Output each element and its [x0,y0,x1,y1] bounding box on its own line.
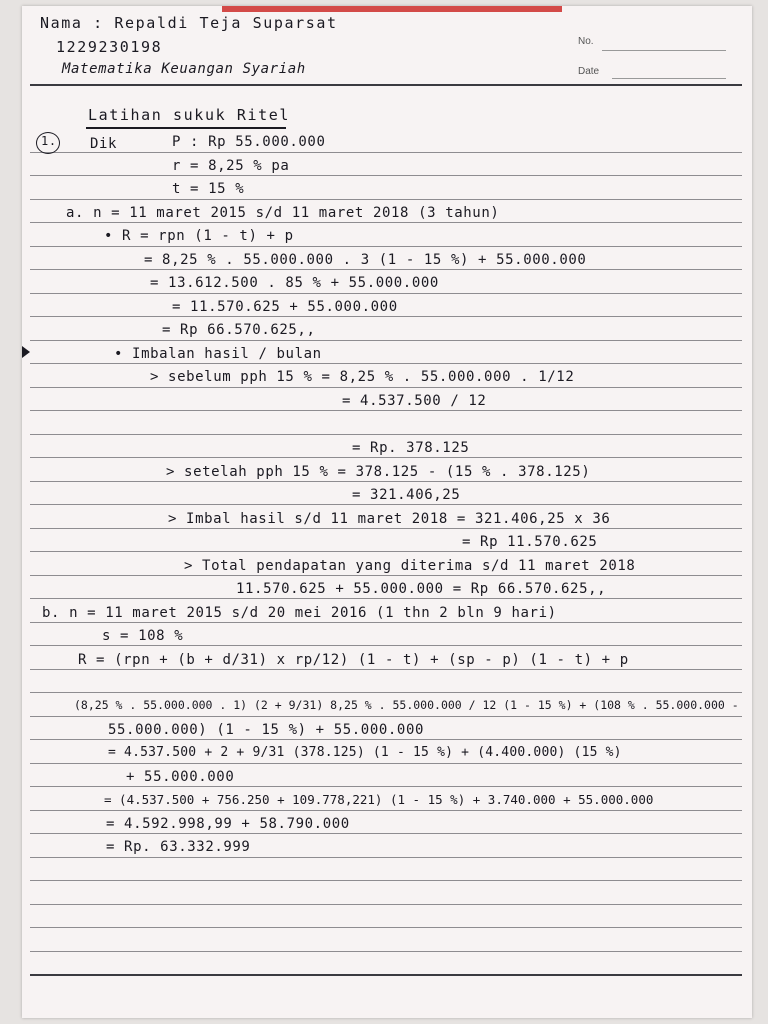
part-a-line: = 11.570.625 + 55.000.000 [172,299,398,315]
ruled-line [30,152,742,153]
part-b-line: R = (rpn + (b + d/31) x rp/12) (1 - t) + (sp - p) (1 - t) + p [78,652,629,668]
ruled-line [30,716,742,717]
ruled-line [30,763,742,764]
part-b-line: = 4.592.998,99 + 58.790.000 [106,816,350,832]
ruled-line [30,622,742,623]
date-label: Date [578,66,600,77]
ruled-line [30,880,742,881]
part-a-line: = 13.612.500 . 85 % + 55.000.000 [150,275,439,291]
part-b-line: = 4.537.500 + 2 + 9/31 (378.125) (1 - 15 %) + (4.400.000) (15 %) [108,745,622,760]
notebook-binding-strip [222,6,562,12]
ruled-line [30,528,742,529]
ruled-line [30,340,742,341]
ruled-line [30,974,742,976]
header-rule [30,84,742,86]
part-b-line: = Rp. 63.332.999 [106,839,251,855]
part-a-line: > Total pendapatan yang diterima s/d 11 maret 2018 [184,558,636,574]
part-a-line: = 321.406,25 [352,487,461,503]
part-a-line: • Imbalan hasil / bulan [114,346,322,362]
ruled-line [30,269,742,270]
course-name: Matematika Keuangan Syariah [62,61,306,77]
student-name: Nama : Repaldi Teja Suparsat [40,14,338,32]
part-a-line: > setelah pph 15 % = 378.125 - (15 % . 378.125) [166,464,591,480]
ruled-line [30,387,742,388]
ruled-line [30,434,742,435]
ruled-line [30,410,742,411]
part-a-line: = Rp. 378.125 [352,440,470,456]
student-nim: 1229230198 [56,38,163,56]
notebook-page [22,6,752,1018]
ruled-line [30,246,742,247]
ruled-line [30,199,742,200]
ruled-line [30,904,742,905]
ruled-line [30,927,742,928]
ruled-line [30,481,742,482]
ruled-line [30,363,742,364]
ruled-line [30,786,742,787]
part-a-line: 11.570.625 + 55.000.000 = Rp 66.570.625,, [236,581,607,597]
ruled-line [30,598,742,599]
given-rate: r = 8,25 % pa [172,158,290,174]
ruled-line [30,175,742,176]
part-b-line: 55.000.000) (1 - 15 %) + 55.000.000 [108,722,425,738]
margin-arrow-icon [22,346,30,358]
part-a-line: = Rp 66.570.625,, [162,322,316,338]
title-underline [86,127,286,129]
ruled-line [30,293,742,294]
part-a-line: a. n = 11 maret 2015 s/d 11 maret 2018 (3 tahun) [66,205,500,221]
problem-number: 1. [41,134,57,148]
ruled-line [30,857,742,858]
given-tax: t = 15 % [172,181,245,197]
part-b-line: (8,25 % . 55.000.000 . 1) (2 + 9/31) 8,25 % . 55.000.000 / 12 (1 - 15 %) + (108 % . 55.000.000 - [74,698,739,712]
part-a-line: = 8,25 % . 55.000.000 . 3 (1 - 15 %) + 55.000.000 [144,252,587,268]
ruled-line [30,692,742,693]
part-a-line: = 4.537.500 / 12 [342,393,487,409]
ruled-line [30,316,742,317]
given-label: Dik [90,136,118,152]
ruled-line [30,739,742,740]
part-b-line: + 55.000.000 [126,769,235,785]
page-title: Latihan sukuk Ritel [88,106,290,124]
ruled-line [30,551,742,552]
ruled-line [30,951,742,952]
given-principal: P : Rp 55.000.000 [172,134,326,150]
date-line [612,78,726,79]
no-label: No. [578,36,594,47]
ruled-line [30,575,742,576]
part-a-line: > Imbal hasil s/d 11 maret 2018 = 321.406,25 x 36 [168,511,611,527]
part-a-line: • R = rpn (1 - t) + p [104,228,294,244]
ruled-line [30,222,742,223]
part-b-line: = (4.537.500 + 756.250 + 109.778,221) (1 - 15 %) + 3.740.000 + 55.000.000 [104,792,654,807]
ruled-line [30,833,742,834]
part-b-line: s = 108 % [102,628,184,644]
ruled-line [30,645,742,646]
ruled-line [30,669,742,670]
ruled-line [30,504,742,505]
ruled-line [30,457,742,458]
no-line [602,50,726,51]
part-b-line: b. n = 11 maret 2015 s/d 20 mei 2016 (1 thn 2 bln 9 hari) [42,605,557,621]
ruled-line [30,810,742,811]
part-a-line: = Rp 11.570.625 [462,534,598,550]
part-a-line: > sebelum pph 15 % = 8,25 % . 55.000.000 . 1/12 [150,369,575,385]
